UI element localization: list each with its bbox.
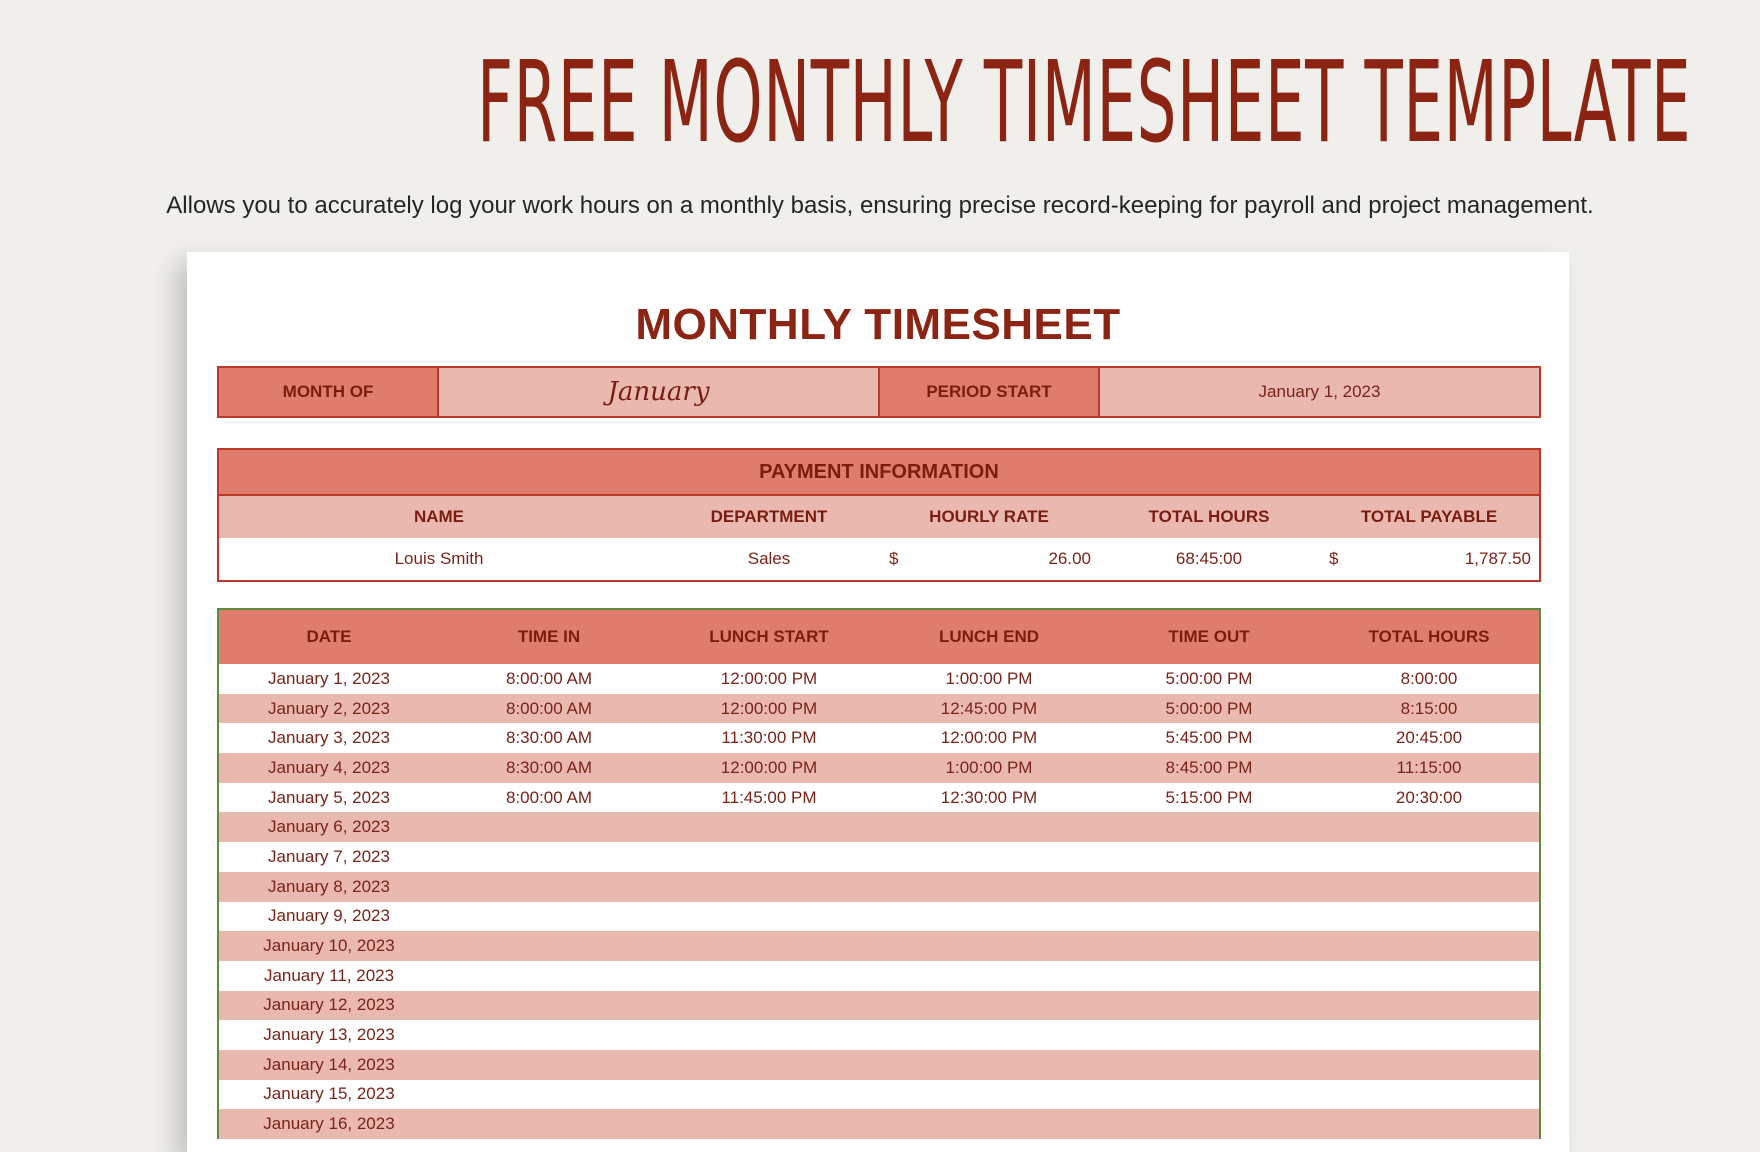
- employee-name[interactable]: Louis Smith: [394, 549, 484, 568]
- cell-lunch-end[interactable]: 1:00:00 PM: [945, 757, 1033, 777]
- cell-date[interactable]: January 12, 2023: [263, 995, 395, 1015]
- table-row: [219, 902, 1539, 932]
- cell-total-hours[interactable]: 20:30:00: [1395, 787, 1463, 807]
- cell-time-out[interactable]: 5:45:00 PM: [1165, 728, 1253, 748]
- payable-value: 1,787.50: [1464, 549, 1531, 568]
- cell-date[interactable]: January 4, 2023: [268, 757, 390, 777]
- cell-time-out[interactable]: 5:00:00 PM: [1165, 698, 1253, 718]
- cell-total-hours[interactable]: 8:00:00: [1400, 668, 1458, 688]
- rate-value: 26.00: [1048, 549, 1091, 568]
- cell-date[interactable]: January 11, 2023: [263, 965, 395, 985]
- cell-date[interactable]: January 6, 2023: [268, 817, 390, 837]
- month-label: MONTH OF: [219, 368, 439, 416]
- table-row: [219, 872, 1539, 902]
- cell-date[interactable]: January 13, 2023: [263, 1025, 395, 1045]
- cell-date[interactable]: January 1, 2023: [268, 668, 390, 688]
- payment-information: [217, 448, 1541, 582]
- table-row: [219, 991, 1539, 1021]
- cell-time-in[interactable]: 8:00:00 AM: [505, 698, 592, 718]
- cell-lunch-end[interactable]: 12:45:00 PM: [940, 698, 1038, 718]
- table-row: [219, 723, 1539, 753]
- table-row: [219, 812, 1539, 842]
- col-time-in: TIME IN: [517, 627, 581, 646]
- payment-values: [219, 538, 1539, 580]
- banner-title: FREE MONTHLY TIMESHEET TEMPLATE: [477, 38, 1692, 168]
- table-row: [219, 931, 1539, 961]
- table-row: [219, 1080, 1539, 1110]
- period-start-label: PERIOD START: [880, 368, 1100, 416]
- cell-date[interactable]: January 15, 2023: [263, 1084, 395, 1104]
- cell-total-hours[interactable]: 20:45:00: [1395, 728, 1463, 748]
- cell-date[interactable]: January 3, 2023: [268, 728, 390, 748]
- cell-time-in[interactable]: 8:30:00 AM: [505, 728, 592, 748]
- col-time-out: TIME OUT: [1168, 627, 1250, 646]
- cell-time-out[interactable]: 8:45:00 PM: [1165, 757, 1253, 777]
- month-value: January: [607, 377, 710, 407]
- cell-lunch-end[interactable]: 1:00:00 PM: [945, 668, 1033, 688]
- cell-lunch-start[interactable]: 12:00:00 PM: [720, 668, 818, 688]
- period-start-value[interactable]: January 1, 2023: [1100, 368, 1539, 416]
- cell-date[interactable]: January 7, 2023: [268, 846, 390, 866]
- total-hours-value[interactable]: 68:45:00: [1175, 549, 1243, 568]
- cell-lunch-start[interactable]: 12:00:00 PM: [720, 757, 818, 777]
- cell-total-hours[interactable]: 11:15:00: [1396, 757, 1462, 777]
- cell-date[interactable]: January 5, 2023: [268, 787, 390, 807]
- cell-date[interactable]: January 2, 2023: [268, 698, 390, 718]
- cell-lunch-start[interactable]: 12:00:00 PM: [720, 698, 818, 718]
- table-row: [219, 664, 1539, 694]
- col-department: DEPARTMENT: [710, 507, 828, 526]
- month-value-cell[interactable]: [439, 368, 880, 416]
- payment-header: PAYMENT INFORMATION: [219, 450, 1539, 496]
- col-row-total-hours: TOTAL HOURS: [1368, 627, 1490, 646]
- col-name: NAME: [413, 507, 465, 526]
- cell-time-out[interactable]: 5:15:00 PM: [1165, 787, 1253, 807]
- table-row: [219, 1109, 1539, 1139]
- banner-subtitle: Allows you to accurately log your work hours on a monthly basis, ensuring precise record-keeping for payroll and project management.: [166, 192, 1594, 219]
- cell-time-in[interactable]: 8:00:00 AM: [505, 668, 592, 688]
- timesheet-document: [187, 252, 1569, 1152]
- cell-total-hours[interactable]: 8:15:00: [1400, 698, 1458, 718]
- payment-columns: [219, 496, 1539, 538]
- rate-currency: $: [889, 549, 899, 568]
- cell-time-out[interactable]: 5:00:00 PM: [1165, 668, 1253, 688]
- table-row: [219, 1020, 1539, 1050]
- cell-date[interactable]: January 16, 2023: [263, 1114, 395, 1134]
- table-row: [219, 842, 1539, 872]
- cell-lunch-end[interactable]: 12:00:00 PM: [940, 728, 1038, 748]
- cell-date[interactable]: January 14, 2023: [263, 1054, 395, 1074]
- col-date: DATE: [306, 627, 352, 646]
- cell-date[interactable]: January 9, 2023: [268, 906, 390, 926]
- col-lunch-end: LUNCH END: [938, 627, 1040, 646]
- cell-date[interactable]: January 8, 2023: [268, 876, 390, 896]
- table-row: [219, 961, 1539, 991]
- month-row: [217, 366, 1541, 418]
- cell-lunch-end[interactable]: 12:30:00 PM: [940, 787, 1038, 807]
- table-row: [219, 783, 1539, 813]
- col-total-hours: TOTAL HOURS: [1148, 507, 1270, 526]
- cell-time-in[interactable]: 8:00:00 AM: [505, 787, 592, 807]
- time-log-header: [219, 610, 1539, 664]
- table-row: [219, 694, 1539, 724]
- hourly-rate-cell[interactable]: [879, 549, 1099, 569]
- sheet-title: MONTHLY TIMESHEET: [635, 300, 1121, 349]
- cell-date[interactable]: January 10, 2023: [263, 936, 395, 956]
- payable-currency: $: [1329, 549, 1339, 568]
- table-row: [219, 753, 1539, 783]
- total-payable-cell[interactable]: [1319, 549, 1539, 569]
- col-lunch-start: LUNCH START: [709, 627, 829, 646]
- employee-department[interactable]: Sales: [747, 549, 791, 568]
- cell-time-in[interactable]: 8:30:00 AM: [505, 757, 592, 777]
- time-log-table: [217, 608, 1541, 1139]
- col-hourly-rate: HOURLY RATE: [929, 507, 1049, 526]
- cell-lunch-start[interactable]: 11:30:00 PM: [721, 728, 817, 748]
- cell-lunch-start[interactable]: 11:45:00 PM: [721, 787, 817, 807]
- table-row: [219, 1050, 1539, 1080]
- col-total-payable: TOTAL PAYABLE: [1360, 507, 1498, 526]
- time-log-rows: [219, 664, 1539, 1139]
